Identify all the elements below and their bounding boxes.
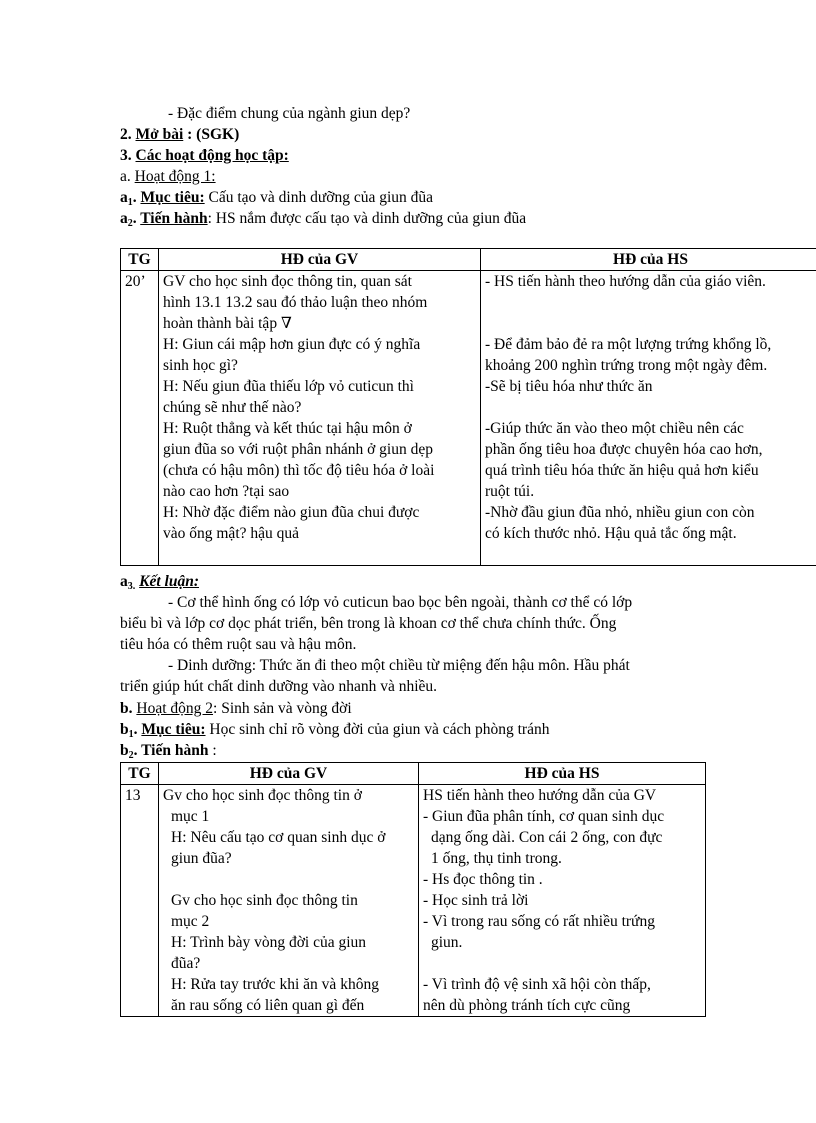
activity-1-prefix: a. [120,168,131,185]
hs-line: HS tiến hành theo hướng dẫn của GV [423,787,657,804]
hs-line: -Sẽ bị tiêu hóa như thức ăn [485,378,653,395]
hs-cell [419,785,706,1017]
hs-line: - Giun đũa phân tính, cơ quan sinh dục [423,808,665,825]
gv-line: đũa? [171,955,201,972]
header-gv: HĐ của GV [159,763,419,785]
activity-2-prefix: b. [120,700,133,717]
hs-line: phần ống tiêu hoa được chuyên hóa cao hơn, [485,441,763,458]
gv-line: giun đũa so với ruột phân nhánh ở giun dẹp [163,441,433,458]
conclusion-line: - Dinh dưỡng: Thức ăn đi theo một chiều từ miệng đến hậu môn. Hầu phát [168,657,630,674]
gv-line: nào cao hơn ?tại sao [163,483,290,500]
hs-line: nên dù phòng tránh tích cực cũng [423,997,631,1014]
section-3-heading [120,145,289,166]
b1-title: Mục tiêu: [141,721,206,738]
header-gv: HĐ của GV [159,249,481,271]
hs-line: - Vì trong rau sống có rất nhiều trứng [423,913,655,930]
gv-line: H: Ruột thẳng và kết thúc tại hậu môn ở [163,420,412,437]
hs-line: giun. [431,934,463,951]
header-hs: HĐ của HS [481,249,816,271]
table-header-row [121,249,816,271]
hs-line: - Hs đọc thông tin . [423,871,543,888]
gv-line: chúng sẽ như thế nào? [163,399,302,416]
b1-objective: $b_1$. Mục tiêu: Học sinh chỉ rõ vòng đời của giun và cách phòng tránh [120,721,550,740]
section-2-rest: : (SGK) [183,126,240,143]
b1-text: Học sinh chỉ rõ vòng đời của giun và cách phòng tránh [205,721,550,738]
hs-line: 1 ống, thụ tinh trong. [431,850,562,867]
activity-2-table [120,762,706,1017]
conclusion-line: - Cơ thể hình ống có lớp vỏ cuticun bao bọc bên ngoài, thành cơ thể có lớp [168,594,633,611]
gv-line: giun đũa? [171,850,232,867]
gv-line: Gv cho học sinh đọc thông tin [171,892,358,909]
table-row [121,785,706,1017]
intro-question: - Đặc điểm chung của ngành giun dẹp? [168,105,411,122]
a2-text: : HS nắm được cấu tạo và dinh dưỡng của giun đũa [207,210,527,227]
conclusion-line: triển giúp hút chất dinh dưỡng vào nhanh và nhiều. [120,678,438,695]
gv-line: ăn rau sống có liên quan gì đến [171,997,365,1014]
b2-title: Tiến hành [141,742,209,759]
section-2-heading [120,124,239,145]
table-header-row [121,763,706,785]
a1-label: a [120,189,128,206]
activity-2-rest: : Sinh sản và vòng đời [213,700,352,717]
hs-line: - Học sinh trả lời [423,892,529,909]
header-tg: TG [121,763,159,785]
a1-sub: 1 [127,197,133,208]
section-2-number: 2. [120,126,132,143]
gv-line: H: Nêu cấu tạo cơ quan sinh dục ở [171,829,386,846]
gv-line: GV cho học sinh đọc thông tin, quan sát [163,273,412,290]
section-3-title: Các hoạt động học tập: [135,147,289,164]
a1-text: Cấu tạo và dinh dưỡng của giun đũa [204,189,434,206]
a1-title: Mục tiêu: [140,189,205,206]
activity-2-title: Hoạt động 2 [136,700,214,717]
conclusion-line: tiêu hóa có thêm ruột sau và hậu môn. [120,636,357,653]
hs-cell [481,271,816,566]
gv-line: H: Giun cái mập hơn giun đực có ý nghĩa [163,336,421,353]
gv-cell [159,785,419,1017]
time-cell: 20’ [121,271,159,566]
gv-line: sinh học gì? [163,357,238,374]
a2-sub: 2 [127,218,133,229]
gv-line: Gv cho học sinh đọc thông tin ở [163,787,362,804]
hs-line: -Nhờ đầu giun đũa nhỏ, nhiều giun con còn [485,504,755,521]
section-3-number: 3. [120,147,132,164]
b2-label: b [120,742,129,759]
header-tg: TG [121,249,159,271]
gv-line: mục 1 [171,808,210,825]
hs-line: ruột túi. [485,483,535,500]
a2-label: a [120,210,128,227]
gv-line: hoàn thành bài tập ∇ [163,315,292,332]
hs-line: dạng ống dài. Con cái 2 ống, con đực [431,829,663,846]
table-row [121,271,816,566]
b1-sub: 1 [128,729,134,740]
gv-line: H: Trình bày vòng đời của giun [171,934,367,951]
b2-text: : [208,742,217,759]
gv-line: H: Nhờ đặc điểm nào giun đũa chui được [163,504,420,521]
gv-line: H: Nếu giun đũa thiếu lớp vỏ cuticun thì [163,378,414,395]
gv-cell [159,271,481,566]
gv-line: vào ống mật? hậu quả [163,525,300,542]
gv-line: mục 2 [171,913,210,930]
gv-line: hình 13.1 13.2 sau đó thảo luận theo nhóm [163,294,428,311]
a3-label: a [120,573,128,590]
time-cell: 13 [121,785,159,1017]
a2-procedure: $a_2$. Tiến hành: HS nắm được cấu tạo và dinh dưỡng của giun đũa [120,210,527,229]
gv-line: H: Rửa tay trước khi ăn và không [171,976,379,993]
gv-line: (chưa có hậu môn) thì tốc độ tiêu hóa ở loài [163,462,435,479]
activity-1-title: Hoạt động 1: [134,168,216,185]
hs-line: - Vì trình độ vệ sinh xã hội còn thấp, [423,976,651,993]
hs-line: - Để đảm bảo đẻ ra một lượng trứng khổng lồ, [485,336,772,353]
a2-title: Tiến hành [140,210,208,227]
activity-2-heading [120,698,352,719]
header-hs: HĐ của HS [419,763,706,785]
a1-objective: $a_1$. Mục tiêu: Cấu tạo và dinh dưỡng của giun đũa [120,189,434,208]
hs-line: khoảng 200 nghìn trứng trong một ngày đêm. [485,357,768,374]
conclusion-line: biểu bì và lớp cơ dọc phát triển, bên trong là khoan cơ thể chưa chính thức. Ống [120,615,617,632]
b1-label: b [120,721,129,738]
b2-sub: 2 [128,750,134,761]
activity-1-table [120,248,816,566]
hs-line: quá trình tiêu hóa thức ăn hiệu quả hơn kiểu [485,462,759,479]
activity-1-heading [120,166,216,187]
hs-line: -Giúp thức ăn vào theo một chiều nên các [485,420,744,437]
hs-line: - HS tiến hành theo hướng dẫn của giáo viên. [485,273,766,290]
a3-sub: 3. [127,581,136,592]
a3-title: Kết luận: [139,573,199,590]
hs-line: có kích thước nhỏ. Hậu quả tắc ống mật. [485,525,737,542]
b2-procedure: $b_2$. Tiến hành : [120,742,217,761]
section-2-title: Mở bài [135,126,184,143]
